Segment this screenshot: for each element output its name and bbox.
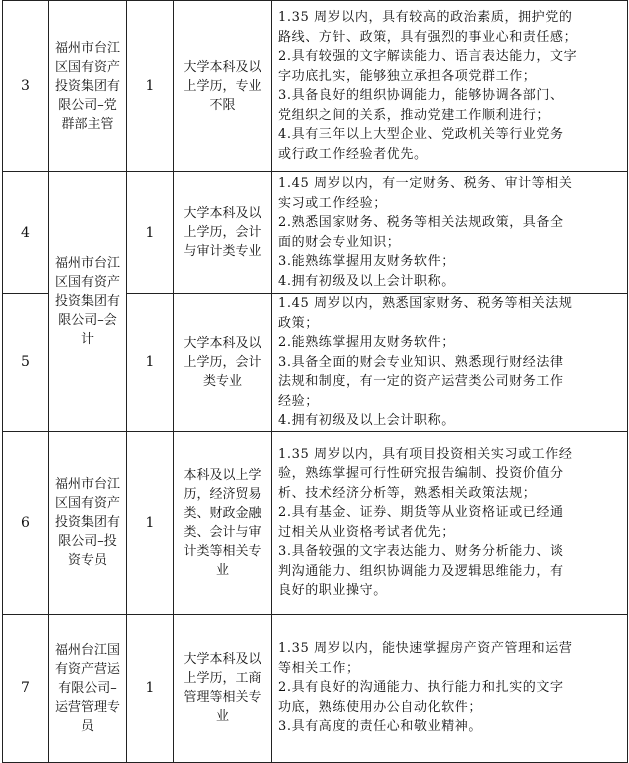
headcount: 1 [127, 1, 174, 172]
table-row [3, 431, 628, 614]
headcount: 1 [127, 294, 174, 432]
row-number: 6 [3, 431, 49, 614]
employer-position: 福州市台江区国有资产投资集团有限公司–会计 [49, 172, 127, 432]
requirement-line: 等相关工作； [278, 660, 360, 676]
requirement-line: 2.熟悉国家财务、税务等相关法规政策，具备全 [278, 215, 564, 230]
requirement-line: 1.35 周岁以内，能快速掌握房产资产管理和运营 [278, 641, 573, 657]
requirement-line: 实习或工作经验； [278, 195, 387, 211]
requirement-line: 1.45 周岁以内，熟悉国家财务、税务等相关法规 [278, 296, 573, 311]
headcount: 1 [127, 431, 174, 614]
education-requirement: 大学本科及以上学历，会计与审计类专业 [174, 172, 272, 294]
requirement-line: 2.能熟练掌握用友财务软件； [278, 335, 455, 350]
education-requirement: 本科及以上学历，经济贸易类、财政金融类、会计与审计类等相关专业 [174, 431, 272, 614]
requirement-line: 3.具备良好的组织协调能力，能够协调各部门、 [278, 88, 564, 103]
requirement-line: 3.具备全面的财会专业知识、熟悉现行财经法律 [278, 354, 564, 370]
requirement-line: 判沟通能力、组织协调能力及逻辑思维能力，有 [278, 563, 564, 579]
row-number: 7 [3, 614, 49, 762]
employer-position: 福州台江国有资产营运有限公司–运营管理专员 [49, 614, 127, 762]
requirement-line: 验，熟练掌握可行性研究报告编制、投资价值分 [278, 466, 564, 481]
job-requirements [272, 614, 628, 762]
requirement-line: 过相关从业资格考试者优先； [278, 524, 455, 540]
requirement-line: 字功底扎实，能够独立承担各项党群工作； [278, 68, 537, 84]
requirement-line: 3.具有高度的责任心和敬业精神。 [278, 719, 483, 735]
headcount: 1 [127, 172, 174, 294]
education-requirement: 大学本科及以上学历，工商管理等相关专业 [174, 614, 272, 762]
row-number: 5 [3, 294, 49, 432]
requirement-line: 4.拥有初级及以上会计职称。 [278, 273, 455, 289]
requirement-line: 4.拥有初级及以上会计职称。 [278, 413, 455, 428]
requirement-line: 3.能熟练掌握用友财务软件； [278, 254, 455, 269]
requirement-line: 3.具备较强的文字表达能力、财务分析能力、谈 [278, 544, 564, 559]
requirement-line: 4.具有三年以上大型企业、党政机关等行业党务 [278, 127, 564, 142]
requirement-line: 法规和制度，有一定的资产运营类公司财务工作 [278, 374, 564, 389]
requirement-line: 路线、方针、政策，具有强烈的事业心和责任感； [278, 29, 578, 45]
requirement-line: 面的财会专业知识； [278, 234, 401, 250]
job-requirements [272, 431, 628, 614]
requirement-line: 2.具有基金、证券、期货等从业资格证或已经通 [278, 505, 564, 520]
job-positions-table [2, 0, 628, 763]
requirement-line: 良好的职业操守。 [278, 583, 387, 598]
requirement-line: 析、技术经济分析等，熟悉相关政策法规； [278, 485, 537, 501]
requirement-line: 2.具有良好的沟通能力、执行能力和扎实的文字 [278, 680, 564, 696]
table-row [3, 1, 628, 172]
requirement-line: 党组织之间的关系，推动党建工作顺利进行； [278, 107, 551, 123]
requirement-line: 1.45 周岁以内，有一定财务、税务、审计等相关 [278, 176, 573, 191]
requirement-line: 1.35 周岁以内，具有较高的政治素质，拥护党的 [278, 10, 573, 25]
row-number: 4 [3, 172, 49, 294]
job-requirements [272, 172, 628, 294]
requirement-line: 2.具有较强的文字解读能力、语言表达能力，文字 [278, 49, 578, 64]
row-number: 3 [3, 1, 49, 172]
requirement-line: 功底，熟练使用办公自动化软件； [278, 699, 483, 715]
education-requirement: 大学本科及以上学历，会计类专业 [174, 294, 272, 432]
requirement-line: 1.35 周岁以内，具有项目投资相关实习或工作经 [278, 446, 573, 462]
employer-position: 福州市台江区国有资产投资集团有限公司–投资专员 [49, 431, 127, 614]
requirement-line: 政策； [278, 315, 319, 331]
table-row [3, 172, 628, 294]
job-requirements [272, 1, 628, 172]
requirement-line: 或行政工作经验者优先。 [278, 146, 428, 162]
requirement-line: 经验； [278, 393, 319, 409]
headcount: 1 [127, 614, 174, 762]
employer-position: 福州市台江区国有资产投资集团有限公司–党群部主管 [49, 1, 127, 172]
job-requirements [272, 294, 628, 432]
table-row [3, 614, 628, 762]
education-requirement: 大学本科及以上学历，专业不限 [174, 1, 272, 172]
